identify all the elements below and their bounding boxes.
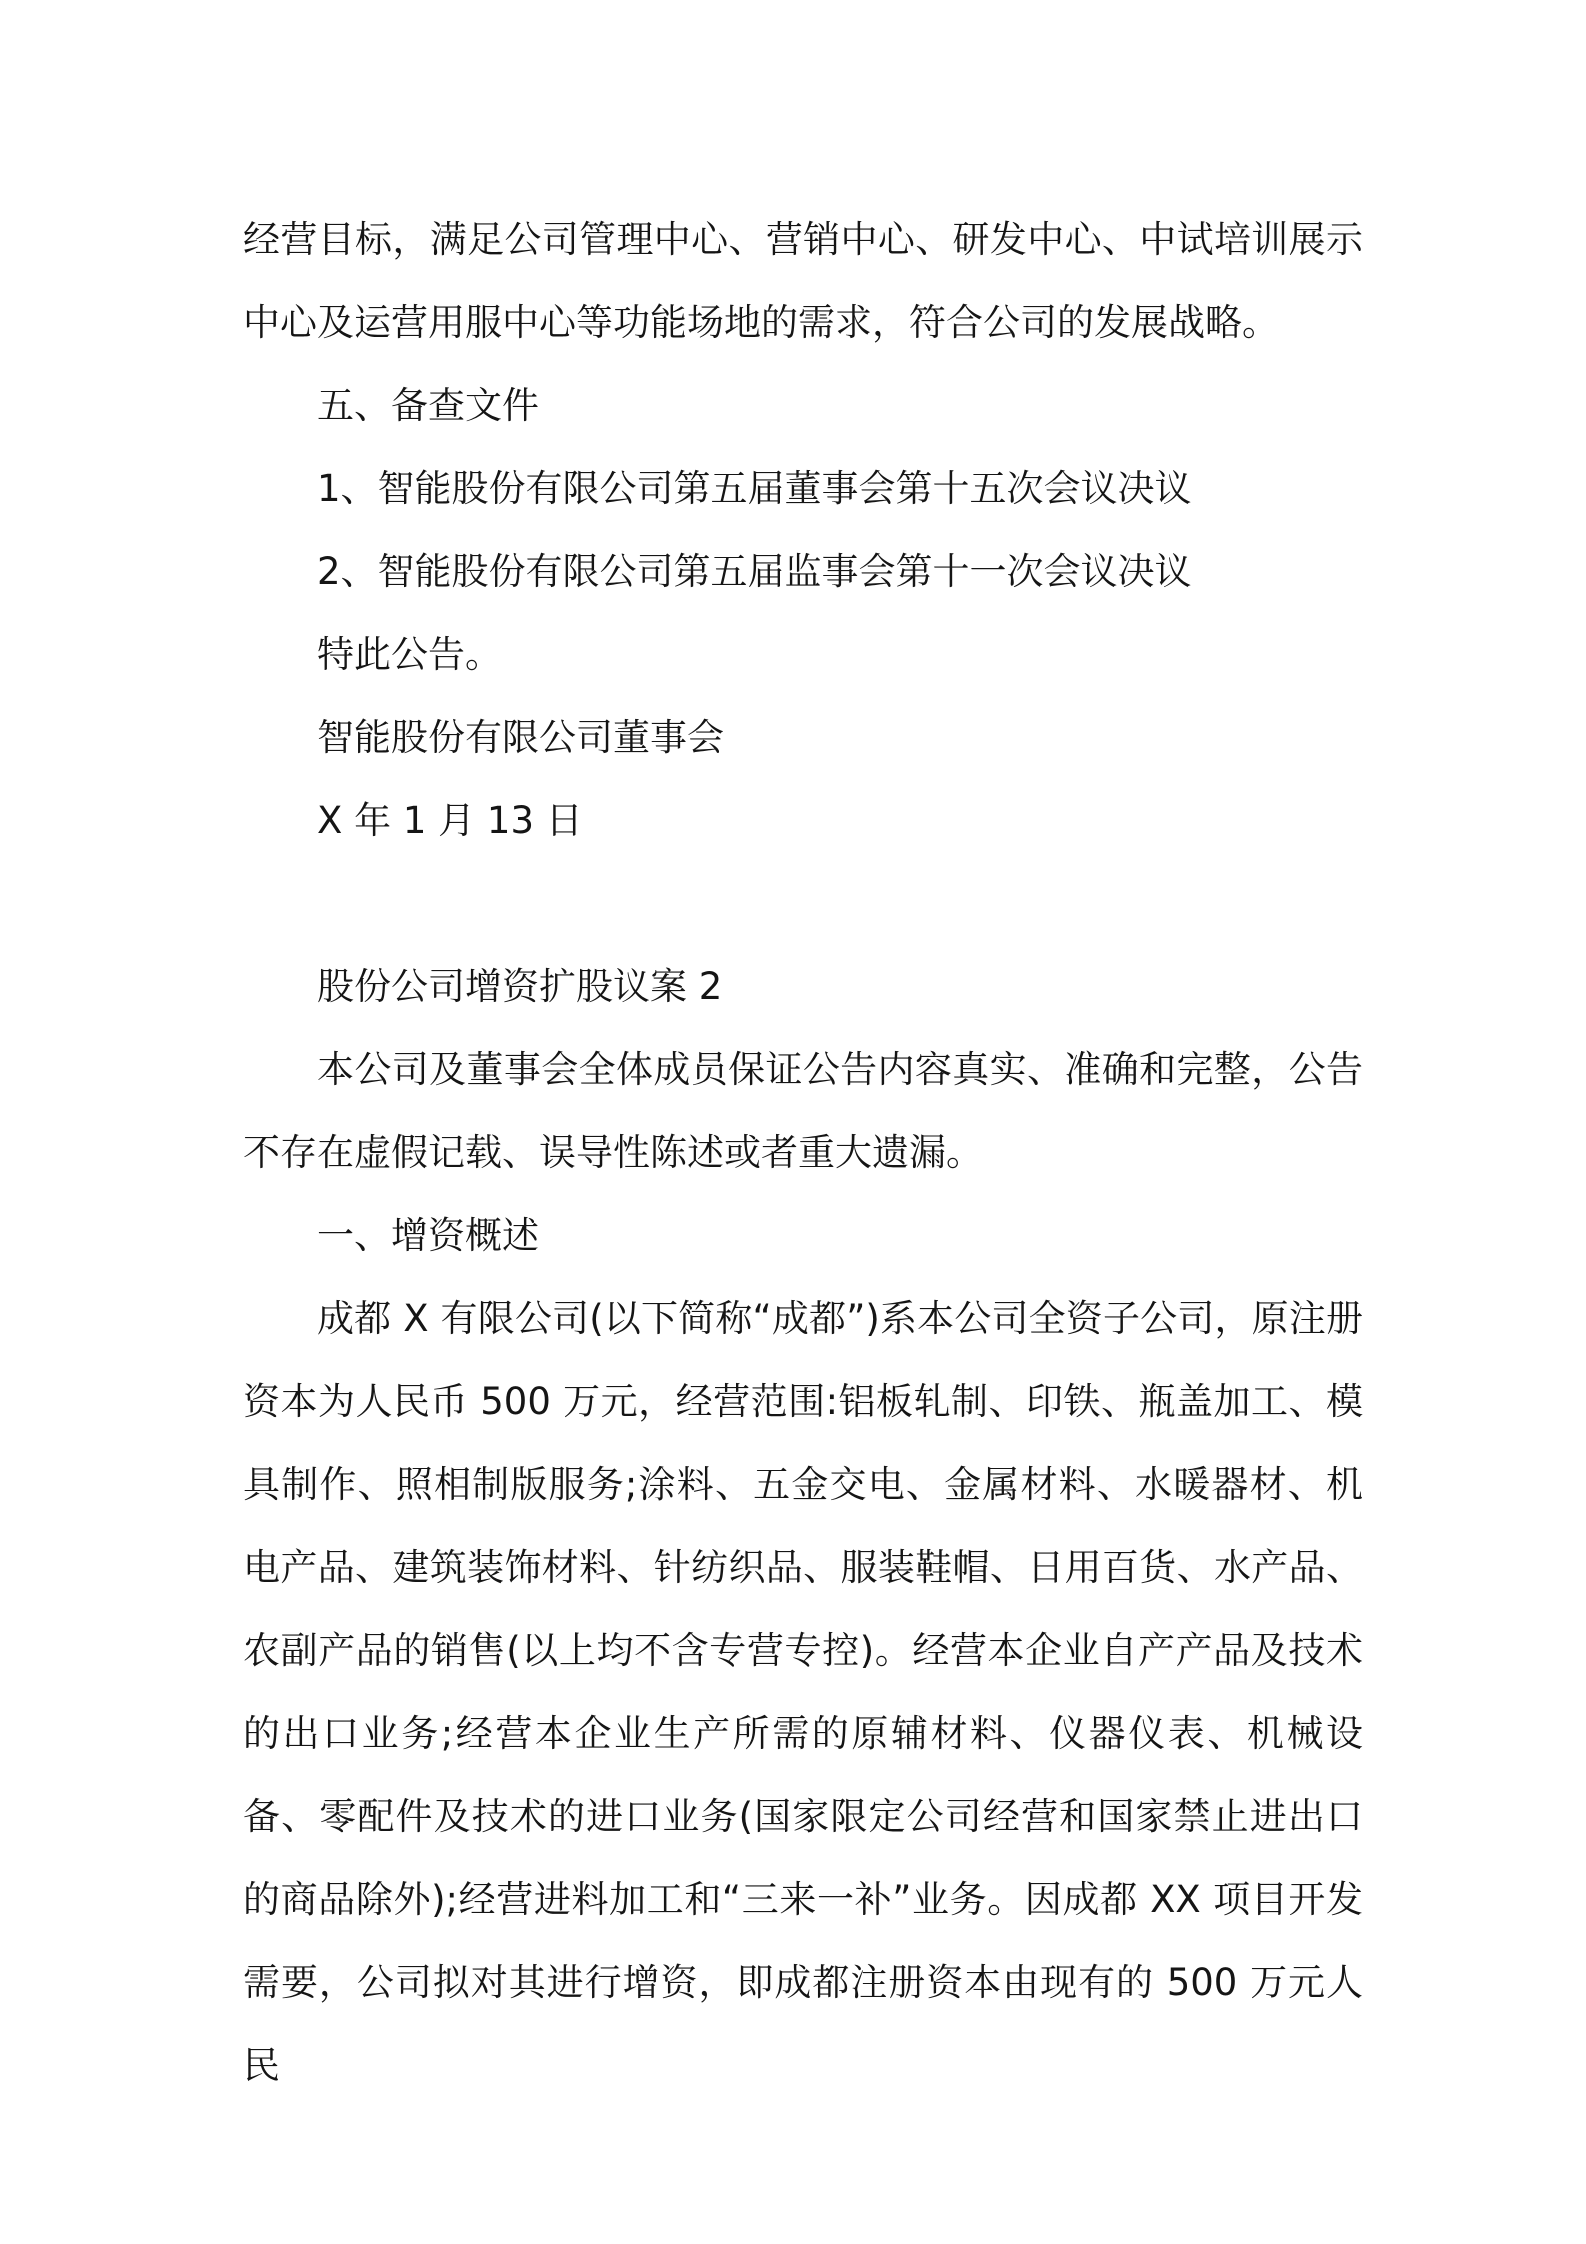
announcement-closing: 特此公告。 — [317, 633, 502, 676]
heading-reference-documents: 五、备查文件 — [317, 384, 539, 427]
document-body — [243, 198, 1363, 2107]
document-title: 股份公司增资扩股议案 2 — [317, 965, 723, 1008]
signature-board: 智能股份有限公司董事会 — [317, 716, 724, 759]
signature-date: X 年 1 月 13 日 — [317, 799, 583, 842]
paragraph-business-goal: 经营目标，满足公司管理中心、营销中心、研发中心、中试培训展示中心及运营用服中心等功能场地的需求，符合公司的发展战略。 — [243, 218, 1363, 344]
paragraph-company-overview: 成都 X 有限公司(以下简称“成都”)系本公司全资子公司，原注册资本为人民币 500 万元，经营范围:铝板轧制、印铁、瓶盖加工、模具制作、照相制版服务;涂料、五金交电、金属材料、水暖器材、机电产品、建筑装饰材料、针纺织品、服装鞋帽、日用百货、水产品、农副产品的销售(以上均不含专营专控)。经营本企业自产产品及技术的出口业务;经营本企业生产所需的原辅材料、仪器仪表、机械设备、零配件及技术的进口业务(国家限定公司经营和国家禁止进出口的商品除外);经营进料加工和“三来一补”业务。因成都 XX 项目开发需要，公司拟对其进行增资，即成都注册资本由现有的 500 万元人民 — [243, 1297, 1363, 2087]
paragraph-board-guarantee: 本公司及董事会全体成员保证公告内容真实、准确和完整，公告不存在虚假记载、误导性陈述或者重大遗漏。 — [243, 1048, 1363, 1174]
heading-capital-increase-overview: 一、增资概述 — [317, 1214, 539, 1257]
reference-item-1: 1、智能股份有限公司第五届董事会第十五次会议决议 — [317, 467, 1192, 510]
blank-line — [243, 862, 1363, 945]
reference-item-2: 2、智能股份有限公司第五届监事会第十一次会议决议 — [317, 550, 1192, 593]
